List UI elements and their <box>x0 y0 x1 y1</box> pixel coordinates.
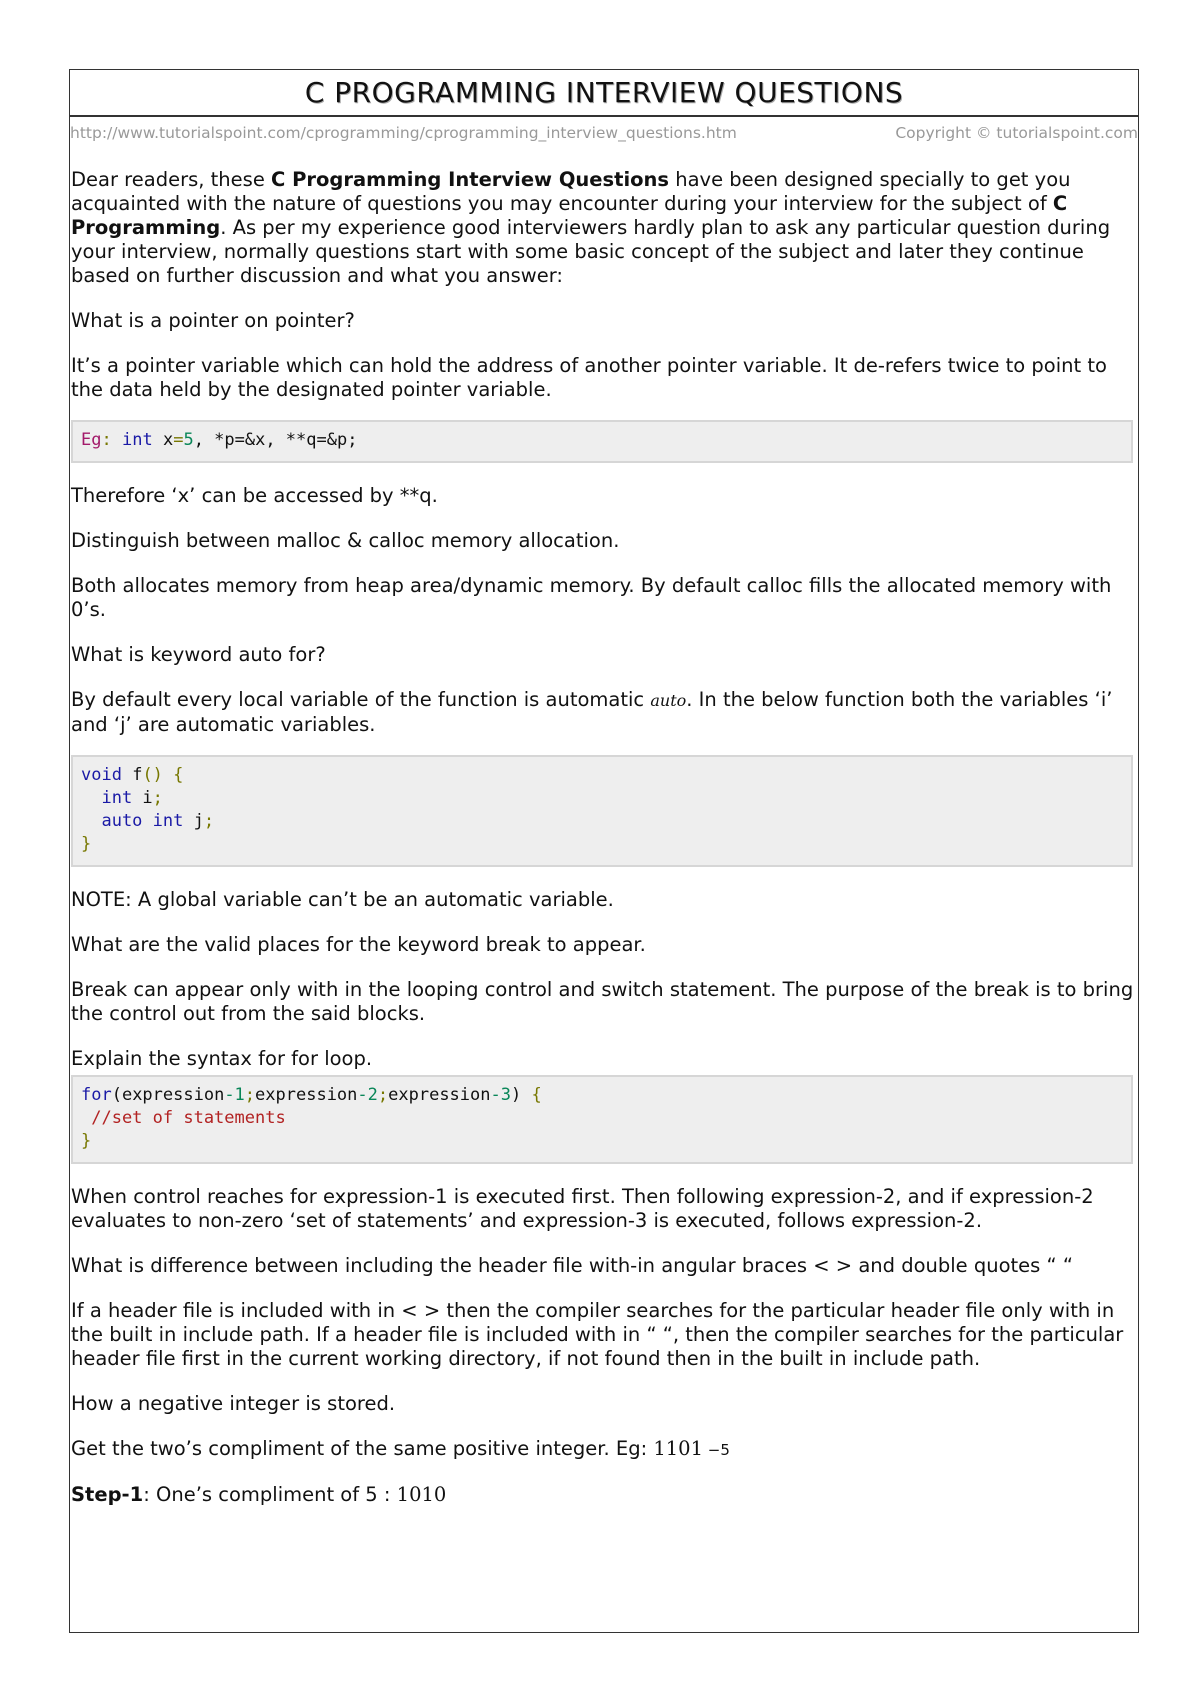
question-6: What is difference between including the header file with-in angular braces < > and double quotes “ “ <box>71 1254 1073 1277</box>
answer-7-binary: 1101 <box>653 1437 703 1460</box>
code-token: ; <box>377 1085 389 1105</box>
step-1-text: : One’s compliment of 5 : <box>143 1483 397 1506</box>
code-token: ; <box>152 788 163 808</box>
code-token: void <box>81 765 122 785</box>
intro-paragraph <box>71 168 1138 288</box>
code-token: int <box>142 811 184 831</box>
answer-7 <box>71 1437 1138 1462</box>
question-1: What is a pointer on pointer? <box>71 309 355 332</box>
code-token: (expression <box>111 1085 225 1105</box>
code-token: auto <box>81 811 143 831</box>
code-token: int <box>81 788 133 808</box>
question-3: What is keyword auto for? <box>71 643 326 666</box>
code-token: () { <box>142 765 184 785</box>
code-token: i <box>132 788 153 808</box>
code-token: for <box>81 1085 112 1105</box>
intro-bold-2: C Programming <box>71 192 1068 239</box>
question-5: Explain the syntax for for loop. <box>71 1047 373 1070</box>
note: NOTE: A global variable can’t be an automatic variable. <box>71 888 614 911</box>
intro-bold-1: C Programming Interview Questions <box>271 168 670 191</box>
code-token: = <box>173 430 184 450</box>
intro-text-1: Dear readers, these <box>71 168 272 191</box>
question-2: Distinguish between malloc & calloc memory allocation. <box>71 529 620 552</box>
answer-2: Both allocates memory from heap area/dynamic memory. By default calloc fills the allocated memory with 0’s. <box>71 574 1112 621</box>
question-7: How a negative integer is stored. <box>71 1392 396 1415</box>
code-block-2 <box>71 755 1133 867</box>
code-token: ; <box>244 1085 256 1105</box>
url-row <box>70 124 1138 142</box>
code-token: expression <box>255 1085 358 1105</box>
code-token: expression <box>388 1085 491 1105</box>
code-token: , *p=&x, **q=&p; <box>193 430 358 450</box>
code-token: } <box>81 834 92 854</box>
code-token: ; <box>203 811 215 831</box>
answer-3-text-2: . In the below function both the variables ‘i’ and ‘j’ are automatic variables. <box>71 688 1113 736</box>
answer-4: Break can appear only with in the looping control and switch statement. The purpose of the break is to bring the control out from the said blocks. <box>71 978 1134 1025</box>
answer-6: If a header file is included with in < > then the compiler searches for the particular header file only with in the built in include path. If a header file is included with in “ “, then the compiler searches for the particular header file first in the current working directory, if not found then in the built in include path. <box>71 1299 1124 1370</box>
answer-1: It’s a pointer variable which can hold the address of another pointer variable. It de-refers twice to point to the data held by the designated pointer variable. <box>71 354 1107 401</box>
step-1-binary: 1010 <box>396 1483 447 1506</box>
step-1 <box>71 1483 1138 1507</box>
answer-3 <box>71 688 1138 737</box>
answer-7-value: −5 <box>703 1441 730 1459</box>
code-token: Eg <box>81 430 102 450</box>
code-token: j <box>183 811 204 831</box>
source-url[interactable]: http://www.tutorialspoint.com/cprogramming/cprogramming_interview_questions.htm <box>70 124 737 142</box>
page-frame <box>69 69 1139 1633</box>
code-token: { <box>521 1085 542 1105</box>
code-token: } <box>81 1131 92 1151</box>
code-token: 5 <box>183 430 194 450</box>
code-block-1 <box>71 420 1133 463</box>
step-1-label: Step-1 <box>71 1483 144 1506</box>
code-token: -1 <box>224 1085 245 1105</box>
code-token: ) <box>510 1085 522 1105</box>
page-title: C PROGRAMMING INTERVIEW QUESTIONS <box>304 76 904 109</box>
title-bar <box>70 70 1138 117</box>
code-comment: //set of statements <box>81 1108 286 1128</box>
code-token: int <box>121 430 153 450</box>
code-token: x <box>152 430 174 450</box>
code-token: f <box>121 765 143 785</box>
intro-text-2: have been designed specially to get you acquainted with the nature of questions you may encounter during your interview for the subject of <box>71 168 1071 215</box>
answer-3-text-1: By default every local variable of the function is automatic <box>71 688 651 711</box>
answer-1-followup: Therefore ‘x’ can be accessed by **q. <box>71 484 438 507</box>
intro-text-3: . As per my experience good interviewers hardly plan to ask any particular question during your interview, normally questions start with some basic concept of the subject and later they continue based on further discussion and what you answer: <box>71 216 1111 287</box>
code-token: : <box>101 430 112 450</box>
code-token: -2 <box>357 1085 378 1105</box>
code-token: -3 <box>490 1085 511 1105</box>
answer-3-italic: auto <box>650 691 687 710</box>
answer-5: When control reaches for expression-1 is executed first. Then following expression-2, and if expression-2 evaluates to non-zero ‘set of statements’ and expression-3 is executed, follows expression-2. <box>71 1185 1094 1232</box>
question-4: What are the valid places for the keyword break to appear. <box>71 933 646 956</box>
code-block-3 <box>71 1075 1133 1164</box>
content <box>70 168 1138 1507</box>
copyright-notice: Copyright © tutorialspoint.com <box>895 124 1138 142</box>
answer-7-text: Get the two’s compliment of the same positive integer. Eg: <box>71 1437 654 1460</box>
